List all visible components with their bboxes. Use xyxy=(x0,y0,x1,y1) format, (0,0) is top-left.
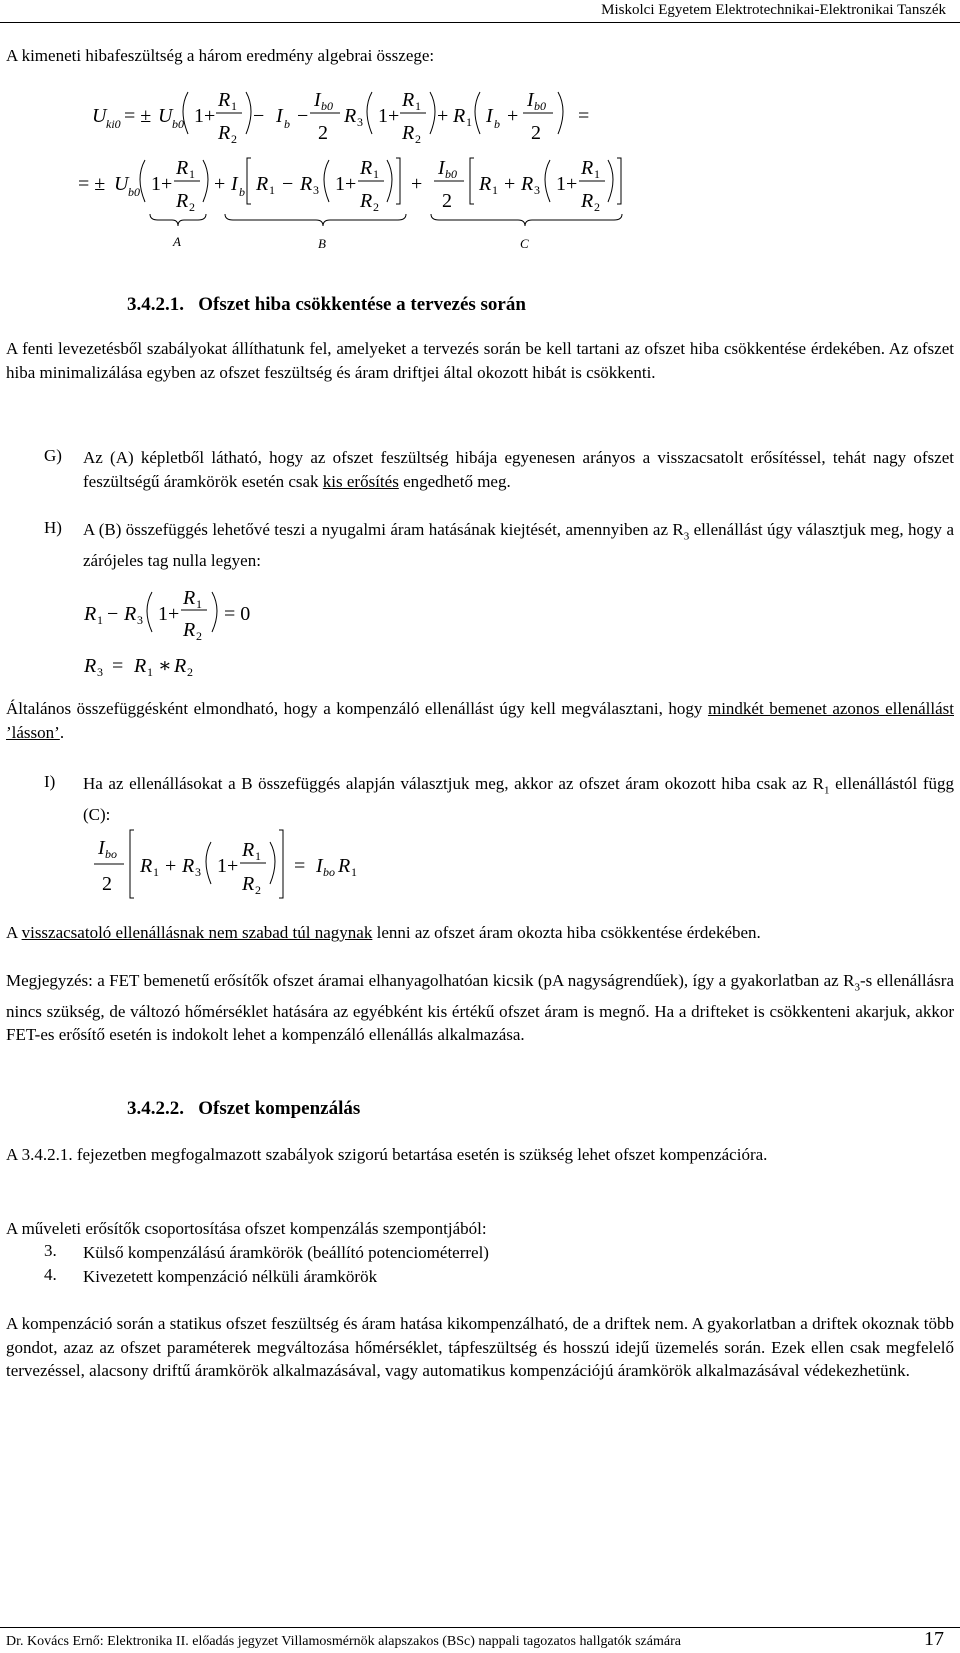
svg-text:1: 1 xyxy=(492,183,498,197)
grouping-item-2: Kivezetett kompenzáció nélküli áramkörök xyxy=(83,1267,378,1286)
general-underlined: mindkét bemenet azonos ellenállást ’lásson’ xyxy=(6,699,954,742)
svg-text:1+: 1+ xyxy=(158,603,180,625)
svg-text:1+: 1+ xyxy=(194,105,216,127)
svg-text:R: R xyxy=(479,173,492,195)
svg-text:R: R xyxy=(521,173,534,195)
svg-text:1: 1 xyxy=(255,849,261,863)
svg-text:R: R xyxy=(581,190,594,212)
svg-text:b: b xyxy=(494,117,500,131)
svg-text:3: 3 xyxy=(534,183,540,197)
section-title: Ofszet hiba csökkentése a tervezés során xyxy=(198,294,526,315)
svg-text:1+: 1+ xyxy=(217,855,239,877)
note-paragraph xyxy=(6,969,954,1047)
svg-text:1: 1 xyxy=(594,167,600,181)
svg-text:b0: b0 xyxy=(172,117,184,131)
svg-text:I: I xyxy=(276,105,283,127)
svg-text:R: R xyxy=(124,603,137,625)
svg-text:2: 2 xyxy=(196,629,202,643)
svg-text:R: R xyxy=(182,855,195,877)
svg-text:= 0: = 0 xyxy=(224,603,251,625)
svg-text:3: 3 xyxy=(313,183,319,197)
grouping-item-num-2: 4. xyxy=(44,1265,57,1284)
svg-text:I: I xyxy=(314,89,321,111)
svg-text:b0: b0 xyxy=(534,99,546,113)
svg-text:R: R xyxy=(84,603,97,625)
svg-text:−: − xyxy=(282,173,294,195)
grouping-intro: A műveleti erősítők csoportosítása ofszet kompenzálás szempontjából: xyxy=(6,1219,487,1238)
svg-text:I: I xyxy=(438,157,445,179)
svg-text:R: R xyxy=(218,122,231,144)
svg-text:+: + xyxy=(165,855,177,877)
svg-text:b: b xyxy=(284,117,290,131)
svg-text:1+: 1+ xyxy=(378,105,400,127)
svg-text:2: 2 xyxy=(318,122,328,144)
footer-rule xyxy=(0,1627,960,1628)
label-c: C xyxy=(520,236,529,250)
svg-text:1: 1 xyxy=(269,183,275,197)
page-number: 17 xyxy=(924,1628,944,1650)
item-g-underlined: kis erősítés xyxy=(322,471,399,491)
svg-text:R: R xyxy=(84,655,97,677)
svg-text:U: U xyxy=(92,105,107,127)
svg-text:I: I xyxy=(527,89,534,111)
label-a: A xyxy=(173,234,181,249)
svg-text:3: 3 xyxy=(97,665,103,679)
svg-text:−: − xyxy=(253,105,265,127)
svg-text:U: U xyxy=(114,173,129,195)
label-b: B xyxy=(318,236,326,250)
svg-text:R: R xyxy=(218,89,231,111)
svg-text:R: R xyxy=(174,655,187,677)
general-body: Általános összefüggésként elmondható, hogy a kompenzáló ellenállást úgy kell megválasztani, hogy xyxy=(6,699,708,718)
svg-text:R: R xyxy=(360,190,373,212)
svg-text:−: − xyxy=(107,603,119,625)
section-paragraph: A fenti levezetésből szabályokat állíthatunk fel, amelyeket a tervezés során be kell tartani az ofszet hiba csökkentése érdekében. Az ofszet hiba minimalizálása egyben az ofszet feszültség és áram driftjei által okozott hibát is csökkenti. xyxy=(6,339,954,382)
final-paragraph: A kompenzáció során a statikus ofszet feszültség és áram hatása kikompenzálható, de a driftek nem. A gyakorlatban a driftek okoznak több gondot, azaz az ofszet paraméterek megváltozása hőmérséklet, tápfeszültség és hosszú idejű üzemelés során. Ezek ellen csak megfelelő tervezéssel, alacsony driftű áramkörök alkalmazásával, vagy automatikus kompenzációjú áramkörök alkalmazásával védekezhetünk. xyxy=(6,1314,954,1380)
svg-text:R: R xyxy=(402,122,415,144)
note-body-a: Megjegyzés: a FET bemenetű erősítők ofszet áramai elhanyagolhatóan kicsik (pA nagyságrendűek), így a gyakorlatban az R xyxy=(6,971,855,990)
svg-text:1: 1 xyxy=(196,597,202,611)
svg-text:−: − xyxy=(297,105,309,127)
svg-text:R: R xyxy=(183,587,196,609)
svg-text:1: 1 xyxy=(147,665,153,679)
svg-text:2: 2 xyxy=(442,190,452,212)
svg-text:1: 1 xyxy=(97,613,103,627)
item-i-label: I) xyxy=(44,772,56,791)
svg-text:R: R xyxy=(300,173,313,195)
svg-text:2: 2 xyxy=(373,200,379,214)
svg-text:2: 2 xyxy=(415,132,421,146)
svg-text:3: 3 xyxy=(357,115,363,129)
svg-text:R: R xyxy=(581,157,594,179)
page-header: Miskolci Egyetem Elektrotechnikai-Elektronikai Tanszék xyxy=(601,2,946,18)
svg-text:R: R xyxy=(453,105,466,127)
svg-text:bo: bo xyxy=(323,865,335,879)
svg-text:1: 1 xyxy=(373,167,379,181)
svg-text:∗: ∗ xyxy=(158,655,172,677)
svg-text:+: + xyxy=(214,173,226,195)
svg-text:1: 1 xyxy=(153,865,159,879)
feedback-statement xyxy=(6,921,954,945)
svg-text:R: R xyxy=(242,839,255,861)
svg-text:b0: b0 xyxy=(128,185,140,199)
svg-text:R: R xyxy=(134,655,147,677)
intro-text: A kimeneti hibafeszültség a három eredmény algebrai összege: xyxy=(6,46,435,65)
svg-text:+: + xyxy=(411,173,423,195)
svg-text:ki0: ki0 xyxy=(106,117,121,131)
svg-text:2: 2 xyxy=(187,665,193,679)
svg-text:+: + xyxy=(437,105,449,127)
svg-text:=: = xyxy=(294,855,306,877)
svg-text:R: R xyxy=(176,190,189,212)
svg-text:= ±: = ± xyxy=(78,173,106,195)
svg-text:1: 1 xyxy=(351,865,357,879)
svg-text:1: 1 xyxy=(189,167,195,181)
item-i-sub: 1 xyxy=(824,784,830,797)
svg-text:1+: 1+ xyxy=(556,173,578,195)
svg-text:R: R xyxy=(176,157,189,179)
section-number: 3.4.2.1. xyxy=(127,294,184,315)
svg-text:I: I xyxy=(486,105,493,127)
feedback-pre: A xyxy=(6,923,22,942)
svg-text:3: 3 xyxy=(195,865,201,879)
page-footer: Dr. Kovács Ernő: Elektronika II. előadás jegyzet Villamosmérnök alapszakos (BSc) nappali tagozatos hallgatók számára xyxy=(6,1634,681,1649)
svg-text:I: I xyxy=(98,837,105,859)
svg-text:1: 1 xyxy=(415,99,421,113)
section2-number: 3.4.2.2. xyxy=(127,1098,184,1119)
svg-text:2: 2 xyxy=(189,200,195,214)
svg-text:R: R xyxy=(256,173,269,195)
section2-title: Ofszet kompenzálás xyxy=(198,1098,361,1119)
item-i-body-a: Ha az ellenállásokat a B összefüggés alapján választjuk meg, akkor az ofszet áram okozott hiba csak az R xyxy=(83,774,825,793)
grouping-item-1: Külső kompenzálású áramkörök (beállító potenciométerrel) xyxy=(83,1243,489,1262)
svg-text:I: I xyxy=(231,173,238,195)
svg-text:+: + xyxy=(504,173,516,195)
item-h-label: H) xyxy=(44,518,62,537)
grouping-item-num-1: 3. xyxy=(44,1241,57,1260)
note-body-b: -s ellenállásra nincs szükség, de változó hőmérséklet hatására az egyébként kis értékű ofszet áram is megnő. Ha a drifteket is csökkenteni akarjuk, akkor FET-es erősítő esetén is indokolt lehet a kompenzáló ellenállás alkalmazása. xyxy=(6,971,954,1045)
svg-text:=: = xyxy=(112,655,124,677)
item-i-body-b: ellenállástól függ (C): xyxy=(83,774,954,824)
svg-text:bo: bo xyxy=(105,847,117,861)
svg-text:= ±: = ± xyxy=(124,105,152,127)
svg-text:2: 2 xyxy=(594,200,600,214)
svg-text:R: R xyxy=(338,855,351,877)
svg-text:=: = xyxy=(578,105,590,127)
svg-text:b0: b0 xyxy=(321,99,333,113)
svg-text:3: 3 xyxy=(137,613,143,627)
svg-text:1+: 1+ xyxy=(151,173,173,195)
item-g-label: G) xyxy=(44,446,62,465)
section2-paragraph: A 3.4.2.1. fejezetben megfogalmazott szabályok szigorú betartása esetén is szükség lehet ofszet kompenzációra. xyxy=(6,1145,768,1164)
svg-text:b: b xyxy=(239,185,245,199)
note-sub: 3 xyxy=(854,981,860,994)
svg-text:+: + xyxy=(507,105,519,127)
svg-text:2: 2 xyxy=(102,873,112,895)
svg-text:I: I xyxy=(316,855,323,877)
svg-text:R: R xyxy=(402,89,415,111)
item-h-body-a: A (B) összefüggés lehetővé teszi a nyugalmi áram hatásának kiejtését, amennyiben az R xyxy=(83,520,684,539)
item-g-end: engedhető meg. xyxy=(398,471,511,491)
svg-text:R: R xyxy=(183,619,196,641)
feedback-underlined: visszacsatoló ellenállásnak nem szabad túl nagynak xyxy=(21,923,373,942)
svg-text:U: U xyxy=(158,105,173,127)
svg-text:R: R xyxy=(360,157,373,179)
svg-text:1: 1 xyxy=(231,99,237,113)
svg-text:2: 2 xyxy=(231,132,237,146)
item-h-body-b: ellenállást úgy választjuk meg, hogy a zárójeles tag nulla legyen: xyxy=(83,520,954,570)
item-g-body: Az (A) képletből látható, hogy az ofszet feszültség hibája egyenesen arányos a visszacsatolt erősítéssel, tehát nagy ofszet feszültségű áramkörök esetén csak xyxy=(83,448,954,491)
svg-text:R: R xyxy=(140,855,153,877)
item-h-sub: 3 xyxy=(683,530,690,543)
svg-text:2: 2 xyxy=(531,122,541,144)
svg-text:R: R xyxy=(344,105,357,127)
feedback-end: lenni az ofszet áram okozta hiba csökkentése érdekében. xyxy=(372,923,761,942)
svg-text:1: 1 xyxy=(466,115,472,129)
svg-text:1+: 1+ xyxy=(335,173,357,195)
svg-text:b0: b0 xyxy=(445,167,457,181)
general-end: . xyxy=(59,722,65,742)
section-heading-3-4-2-2 xyxy=(127,1098,360,1120)
svg-text:R: R xyxy=(242,873,255,895)
svg-text:2: 2 xyxy=(255,883,261,897)
